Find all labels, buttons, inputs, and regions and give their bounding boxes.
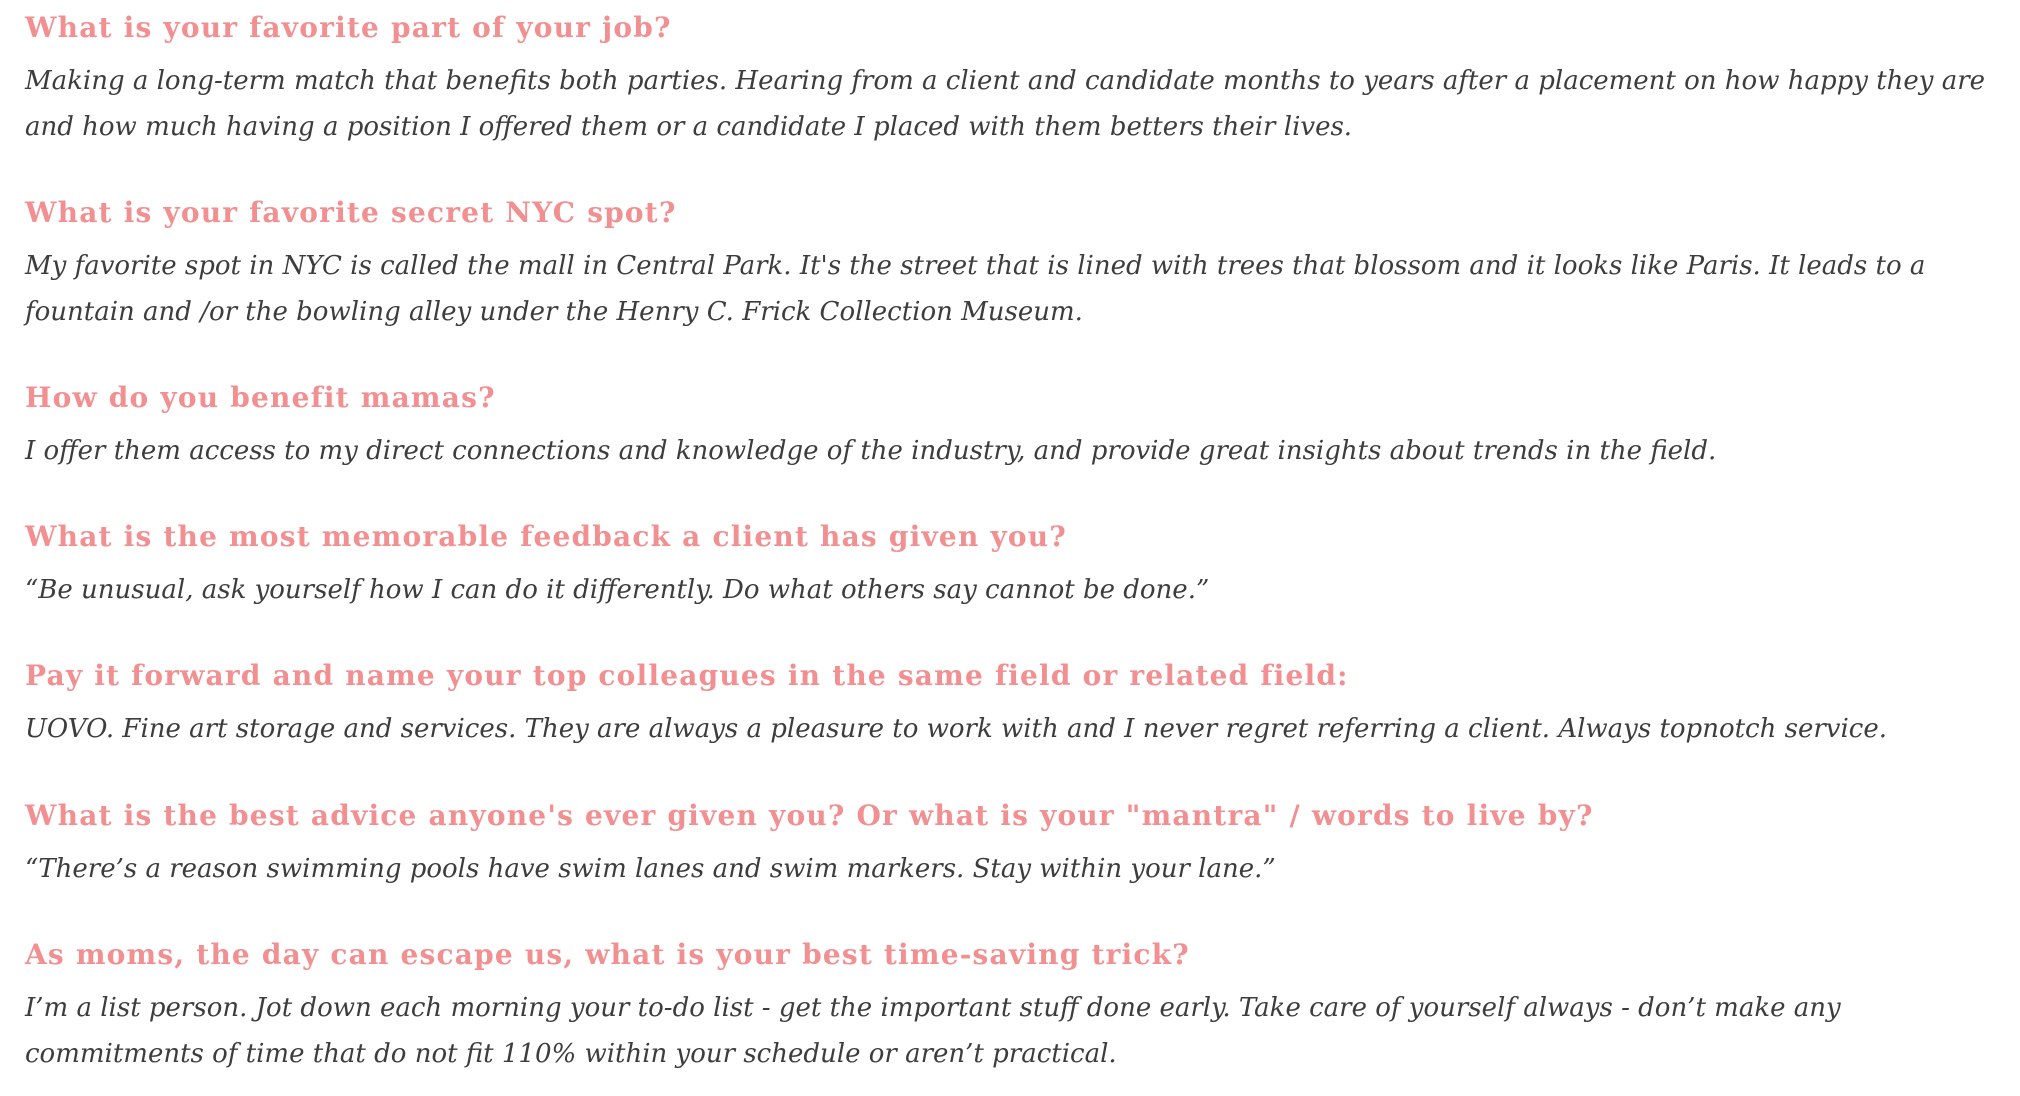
- question-heading: As moms, the day can escape us, what is your best time-saving trick?: [25, 938, 1190, 971]
- answer-text: “Be unusual, ask yourself how I can do it differently. Do what others say cannot be done.”: [25, 575, 1210, 605]
- question-heading: Pay it forward and name your top colleagues in the same field or related field:: [25, 659, 1349, 692]
- qa-item-benefit-mamas: [25, 378, 2015, 474]
- question-heading: What is the most memorable feedback a client has given you?: [25, 520, 1067, 553]
- answer-text: Making a long-term match that benefits both parties. Hearing from a client and candidate months to years after a placement on how happy they are and how much having a position I offered them or a candidate I placed with them betters their lives.: [25, 66, 1986, 142]
- qa-item-favorite-nyc-spot: [25, 193, 2015, 335]
- qa-item-favorite-part-of-job: [25, 8, 2015, 150]
- question-heading: What is your favorite part of your job?: [25, 11, 672, 44]
- answer-text: My favorite spot in NYC is called the mall in Central Park. It's the street that is lined with trees that blossom and it looks like Paris. It leads to a fountain and /or the bowling alley under the Henry C. Frick Collection Museum.: [25, 251, 1926, 327]
- qa-item-time-saving-trick: [25, 935, 2015, 1077]
- question-heading: How do you benefit mamas?: [25, 381, 496, 414]
- qa-item-memorable-feedback: [25, 517, 2015, 613]
- answer-text: I’m a list person. Jot down each morning your to-do list - get the important stuff done early. Take care of yourself always - don’t make any commitments of time that do not fit 110% within your schedule or aren’t practical.: [25, 993, 1841, 1069]
- question-heading: What is your favorite secret NYC spot?: [25, 196, 677, 229]
- answer-text: UOVO. Fine art storage and services. They are always a pleasure to work with and I never regret referring a client. Always topnotch service.: [25, 714, 1887, 744]
- answer-text: “There’s a reason swimming pools have swim lanes and swim markers. Stay within your lane.”: [25, 854, 1276, 884]
- question-heading: What is the best advice anyone's ever given you? Or what is your "mantra" / words to live by?: [25, 799, 1594, 832]
- qa-item-best-advice: [25, 796, 2015, 892]
- qa-item-top-colleagues: [25, 656, 2015, 752]
- answer-text: I offer them access to my direct connections and knowledge of the industry, and provide great insights about trends in the field.: [25, 436, 1717, 466]
